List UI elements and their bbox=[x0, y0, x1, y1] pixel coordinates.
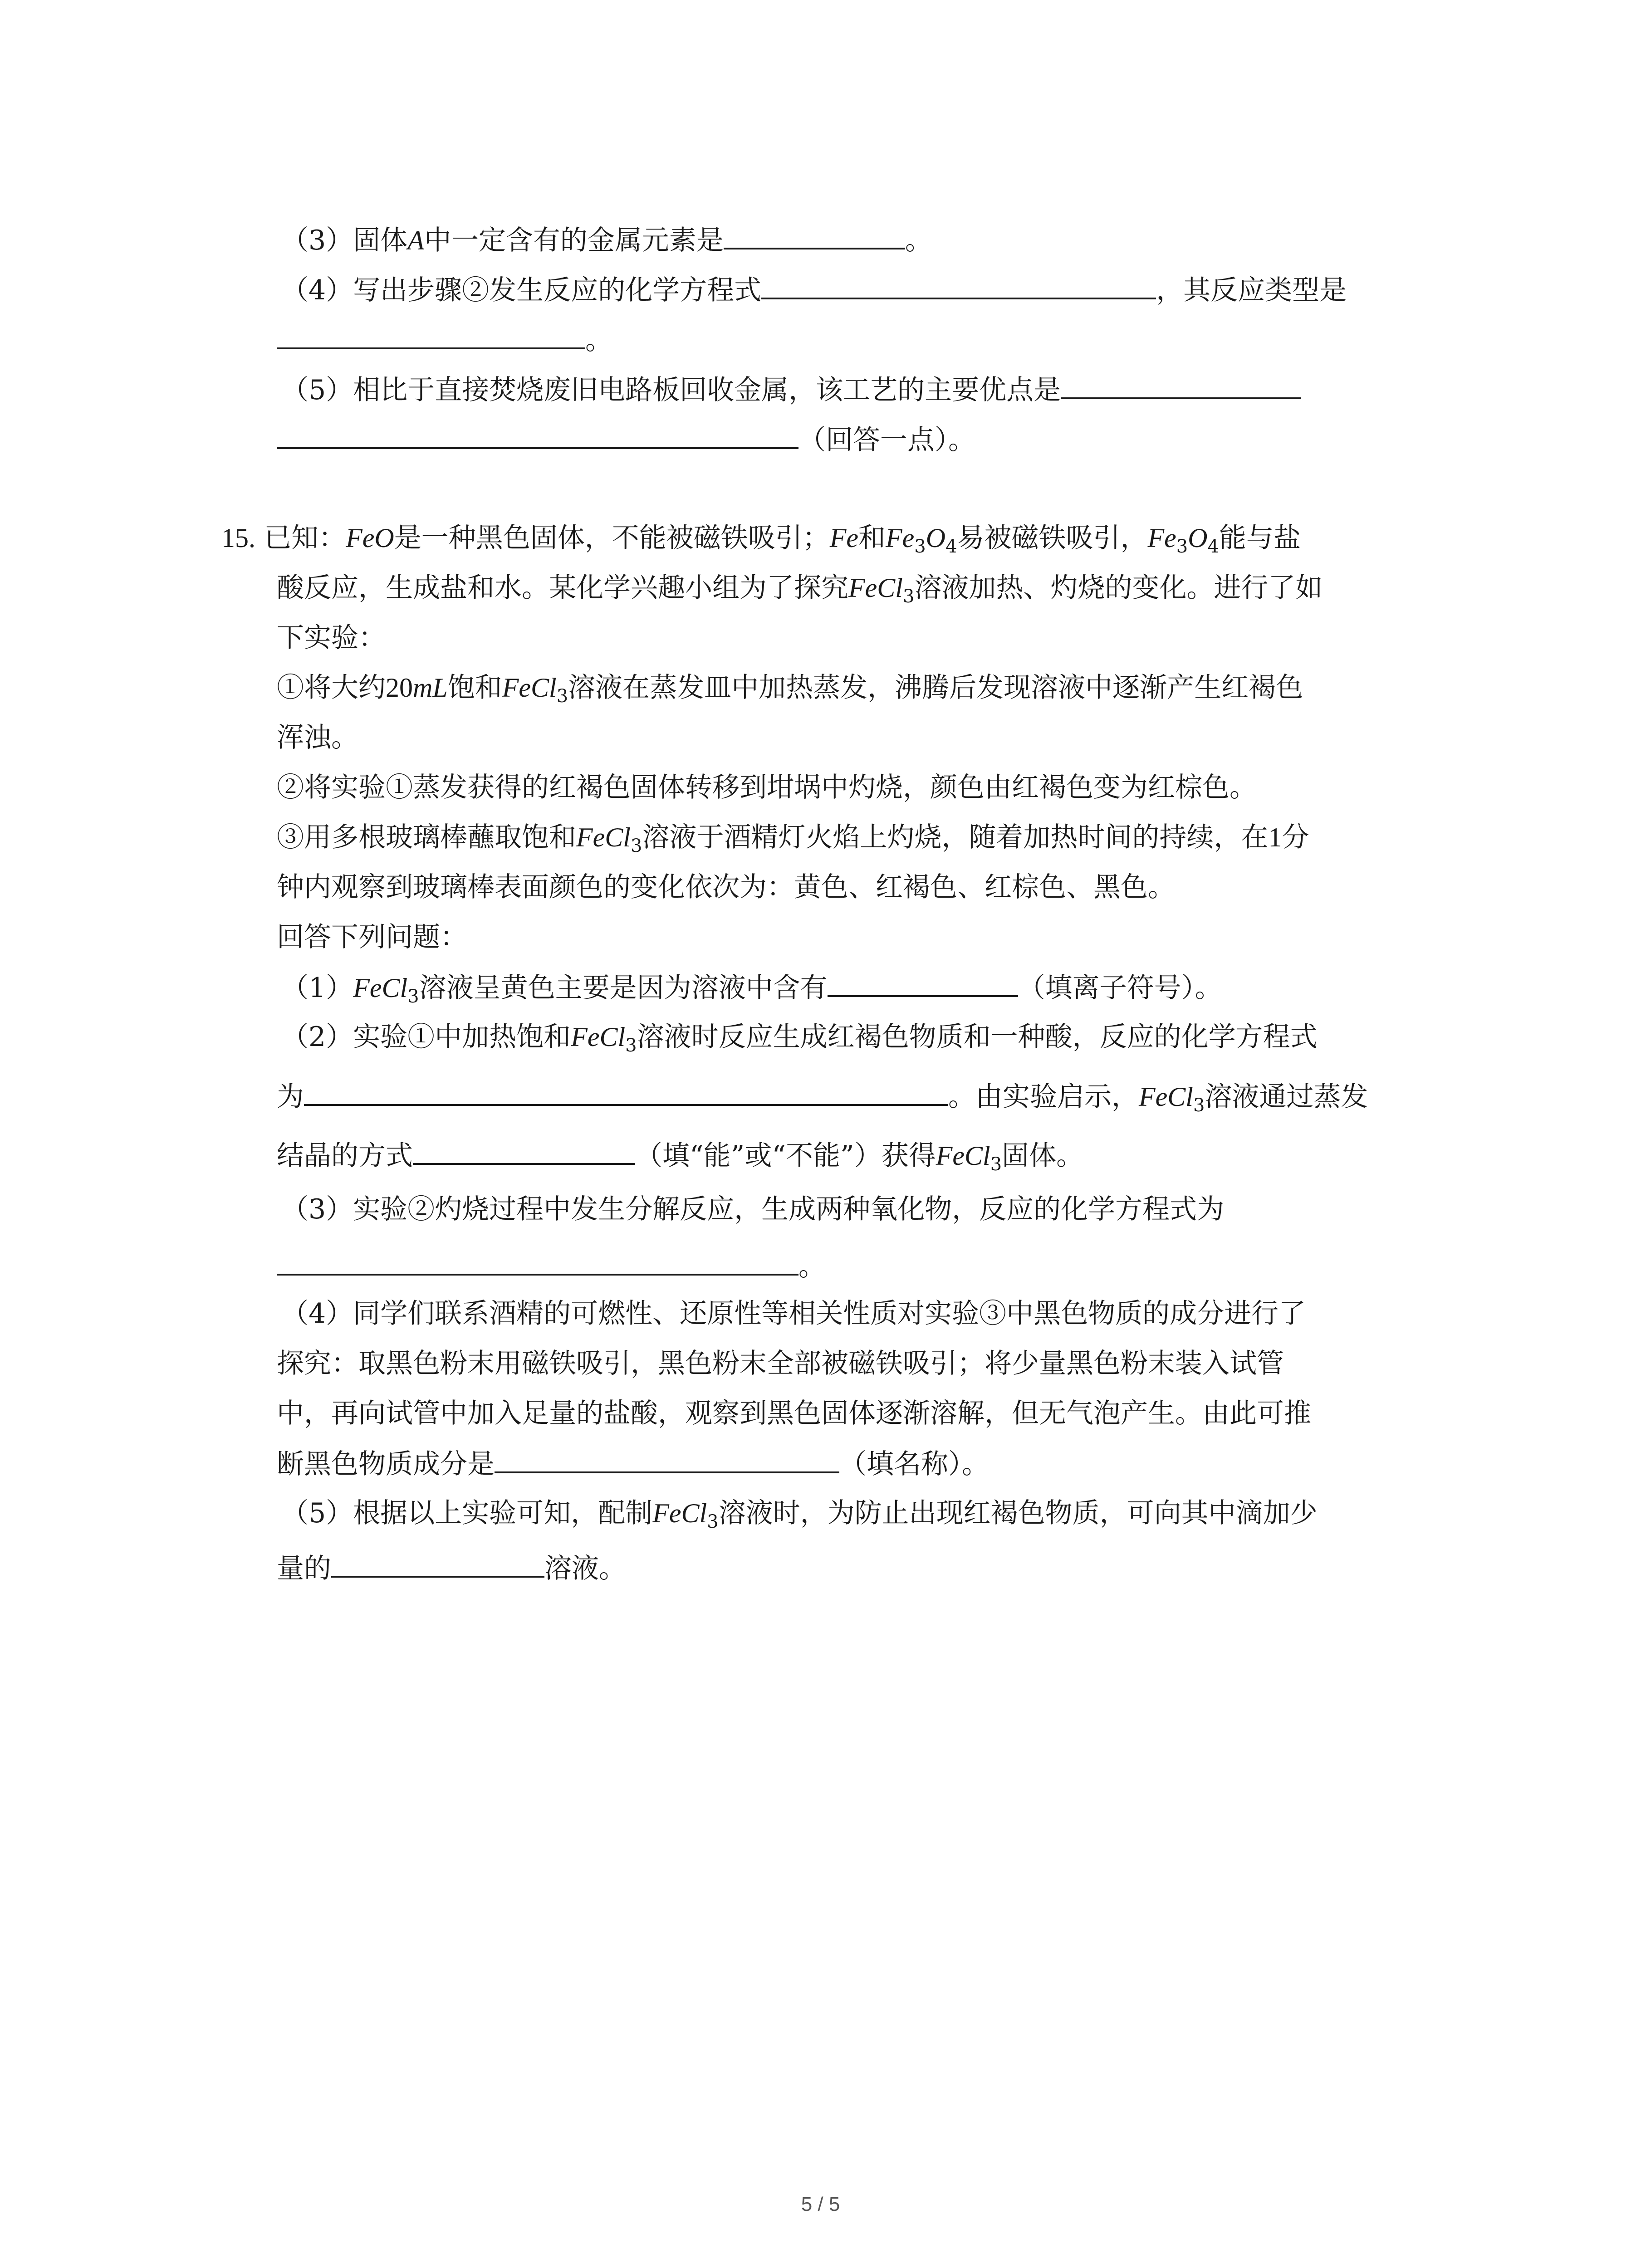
answer-blank[interactable] bbox=[331, 1549, 544, 1578]
q15-sub2-line3: 结晶的方式 （填“能”或“不能”）获得FeCl$_3$固体。 bbox=[277, 1137, 1083, 1174]
q15-intro-line2: 酸反应，生成盐和水。某化学兴趣小组为了探究FeCl$_3$溶液加热、灼烧的变化。进行了如 bbox=[277, 572, 1323, 607]
answer-blank[interactable] bbox=[1061, 371, 1301, 399]
question-number: 15. bbox=[221, 523, 255, 553]
q14-part4-cont: 。 bbox=[277, 321, 612, 358]
q15-sub4-line4: 断黑色物质成分是 （填名称）。 bbox=[277, 1445, 989, 1482]
q14-part4: （4）写出步骤②发生反应的化学方程式 ，其反应类型是 bbox=[281, 271, 1347, 308]
q15-intro-line1: 15. 已知：FeO是一种黑色固体，不能被磁铁吸引；Fe和$Fe_3O_4$易被磁铁吸引，$Fe_3O_4$能与盐 bbox=[221, 522, 1301, 557]
q15-sub3: （3）实验②灼烧过程中发生分解反应，生成两种氧化物，反应的化学方程式为 bbox=[281, 1193, 1225, 1225]
q15-ask: 回答下列问题： bbox=[277, 921, 467, 953]
q14-part5-cont: （回答一点）。 bbox=[277, 421, 975, 458]
answer-blank[interactable] bbox=[304, 1078, 948, 1106]
answer-blank[interactable] bbox=[277, 421, 798, 449]
page-number: 5 / 5 bbox=[801, 2193, 840, 2215]
answer-blank[interactable] bbox=[277, 1247, 798, 1276]
answer-blank[interactable] bbox=[724, 221, 905, 249]
q14-part3: （3）固体A中一定含有的金属元素是 。 bbox=[281, 221, 932, 259]
q15-experiment-1-cont: 浑浊。 bbox=[277, 722, 358, 753]
answer-blank[interactable] bbox=[495, 1445, 839, 1473]
q15-sub4-line2: 探究：取黑色粉末用磁铁吸引，黑色粉末全部被磁铁吸引；将少量黑色粉末装入试管 bbox=[277, 1348, 1284, 1379]
q15-experiment-2: ②将实验①蒸发获得的红褐色固体转移到坩埚中灼烧，颜色由红褐色变为红棕色。 bbox=[277, 772, 1257, 803]
q15-experiment-1: ①将大约20mL饱和FeCl$_3$溶液在蒸发皿中加热蒸发，沸腾后发现溶液中逐渐产生红褐色 bbox=[277, 672, 1303, 707]
q15-sub3-line2: 。 bbox=[277, 1247, 826, 1285]
answer-blank[interactable] bbox=[413, 1137, 635, 1165]
q15-sub2: （2）实验①中加热饱和FeCl$_3$溶液时反应生成红褐色物质和一种酸，反应的化学方程式 bbox=[281, 1021, 1318, 1056]
q15-sub2-line2: 为 。由实验启示，FeCl$_3$溶液通过蒸发 bbox=[277, 1078, 1368, 1115]
q15-sub5: （5）根据以上实验可知，配制FeCl$_3$溶液时，为防止出现红褐色物质，可向其中滴加少 bbox=[281, 1497, 1318, 1532]
q15-experiment-3: ③用多根玻璃棒蘸取饱和FeCl$_3$溶液于酒精灯火焰上灼烧，随着加热时间的持续，在1分 bbox=[277, 821, 1309, 856]
q15-sub5-line2: 量的 溶液。 bbox=[277, 1549, 626, 1587]
answer-blank[interactable] bbox=[277, 321, 585, 349]
answer-blank[interactable] bbox=[828, 969, 1018, 997]
q15-sub4: （4）同学们联系酒精的可燃性、还原性等相关性质对实验③中黑色物质的成分进行了 bbox=[281, 1298, 1306, 1330]
q15-experiment-3-cont: 钟内观察到玻璃棒表面颜色的变化依次为：黄色、红褐色、红棕色、黑色。 bbox=[277, 871, 1175, 903]
q15-intro-line3: 下实验： bbox=[277, 622, 386, 654]
answer-blank[interactable] bbox=[761, 271, 1156, 299]
q15-sub1: （1）FeCl$_3$溶液呈黄色主要是因为溶液中含有 （填离子符号）。 bbox=[281, 969, 1222, 1006]
q14-part5: （5）相比于直接焚烧废旧电路板回收金属，该工艺的主要优点是 bbox=[281, 371, 1301, 408]
q15-sub4-line3: 中，再向试管中加入足量的盐酸，观察到黑色固体逐渐溶解，但无气泡产生。由此可推 bbox=[277, 1398, 1311, 1429]
